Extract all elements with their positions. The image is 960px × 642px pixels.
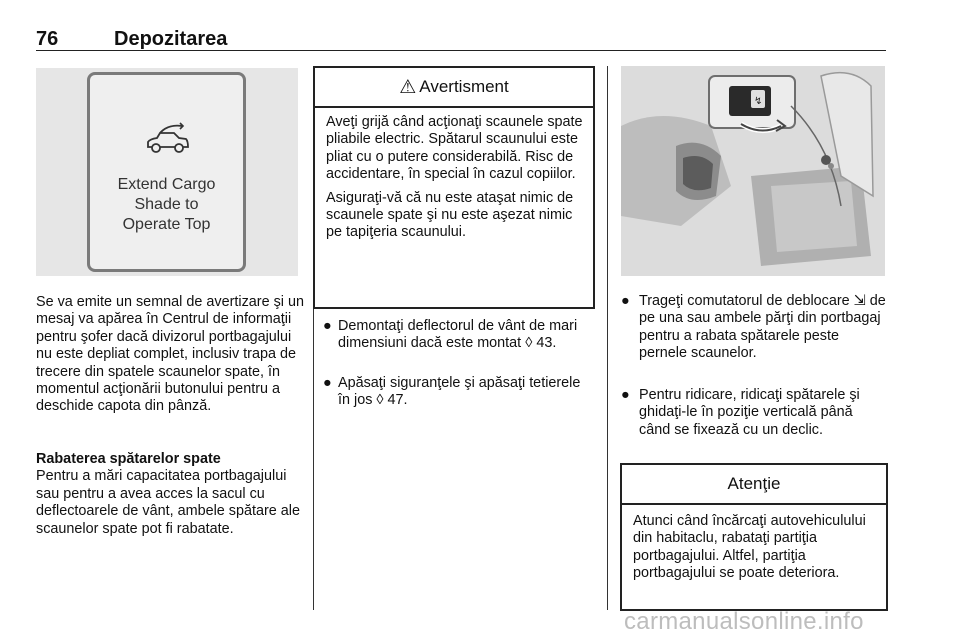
bullet-icon: ● <box>323 375 332 391</box>
warning-paragraph: Aveţi grijă când acţionaţi scaunele spate pliabile electric. Spătarul scaunului este pliat cu o putere considerabilă. Risc de accidentare, în special în cazul copiilor. <box>326 114 583 183</box>
display-line: Operate Top <box>122 216 211 233</box>
list-item: ● Pentru ridicare, ridicaţi spătarele şi ghidaţi-le în poziţie verticală până când se fixează cu un declic. <box>621 387 860 438</box>
warning-box <box>313 66 595 309</box>
notice-body: Atunci când încărcaţi autovehiculului din habitaclu, rabataţi partiţia portbagajului. Altfel, partiţia portbagajului se poate deteriora. <box>633 513 866 582</box>
page-number: 76 <box>36 28 59 50</box>
section-paragraph: Pentru a mări capacitatea portbagajului sau pentru a avea acces la sacul cu deflectoarele de vânt, ambele spătare ale scaunelor spate pot fi rabatate. <box>36 468 300 537</box>
list-item: ● Trageţi comutatorul de deblocare ⇲ de pe una sau ambele părţi din portbagaj pentru a rabata spătarele peste pernele scaunelor. <box>621 293 886 362</box>
list-item: ● Demontaţi deflectorul de vânt de mari dimensiuni dacă este montat ◊ 43. <box>323 318 578 352</box>
warning-body <box>326 114 588 248</box>
notice-box <box>620 463 888 611</box>
page-ref-icon: ◊ <box>525 335 533 352</box>
fold-seatbacks-section <box>36 451 304 538</box>
notice-title: Atenţie <box>727 474 781 493</box>
bullet-icon: ● <box>621 387 630 403</box>
display-panel <box>87 72 246 272</box>
warning-paragraph: Asiguraţi-vă că nu este ataşat nimic de scaunele spate şi nu este aşezat nimic pe tapiţeria scaunului. <box>326 189 574 241</box>
page-reference: 43. <box>536 335 557 352</box>
convertible-car-icon <box>142 120 192 156</box>
seat-release-switch-icon: ⇲ <box>853 293 866 309</box>
page-header <box>36 28 886 50</box>
trunk-drawing <box>621 66 885 276</box>
bullet-icon: ● <box>621 293 630 309</box>
display-line: Shade to <box>134 196 199 213</box>
seat-fold-switch-icon: ↯ <box>754 96 763 107</box>
column-divider-2 <box>607 66 608 610</box>
page-ref-icon: ◊ <box>376 392 384 409</box>
warning-title-bar <box>315 68 593 108</box>
trunk-release-illustration <box>621 66 885 276</box>
warning-title: Avertisment <box>419 77 509 96</box>
list-item: ● Apăsaţi siguranţele şi apăsaţi tetierele în jos ◊ 47. <box>323 375 581 409</box>
display-message <box>90 175 243 235</box>
warning-triangle-icon: ⚠ <box>399 76 417 98</box>
section-subheading: Rabaterea spătarelor spate <box>36 451 221 467</box>
display-message-figure <box>36 68 298 276</box>
warning-signal-paragraph: Se va emite un semnal de avertizare şi un mesaj va apărea în Centrul de informaţii pentru şofer dacă divizorul portbagajului nu este depliat complet, inclusiv trapa de trecere din spatele scaunelor spate, în momentul acţionării butonului pentru a deschide capota din pânză. <box>36 294 304 415</box>
footer-watermark: carmanualsonline.info <box>624 608 864 635</box>
bullet-icon: ● <box>323 318 332 334</box>
notice-title-bar <box>622 465 886 505</box>
display-line: Extend Cargo <box>117 176 216 193</box>
page-reference: 47. <box>387 392 408 409</box>
header-rule <box>36 50 886 51</box>
page-title: Depozitarea <box>114 28 228 50</box>
